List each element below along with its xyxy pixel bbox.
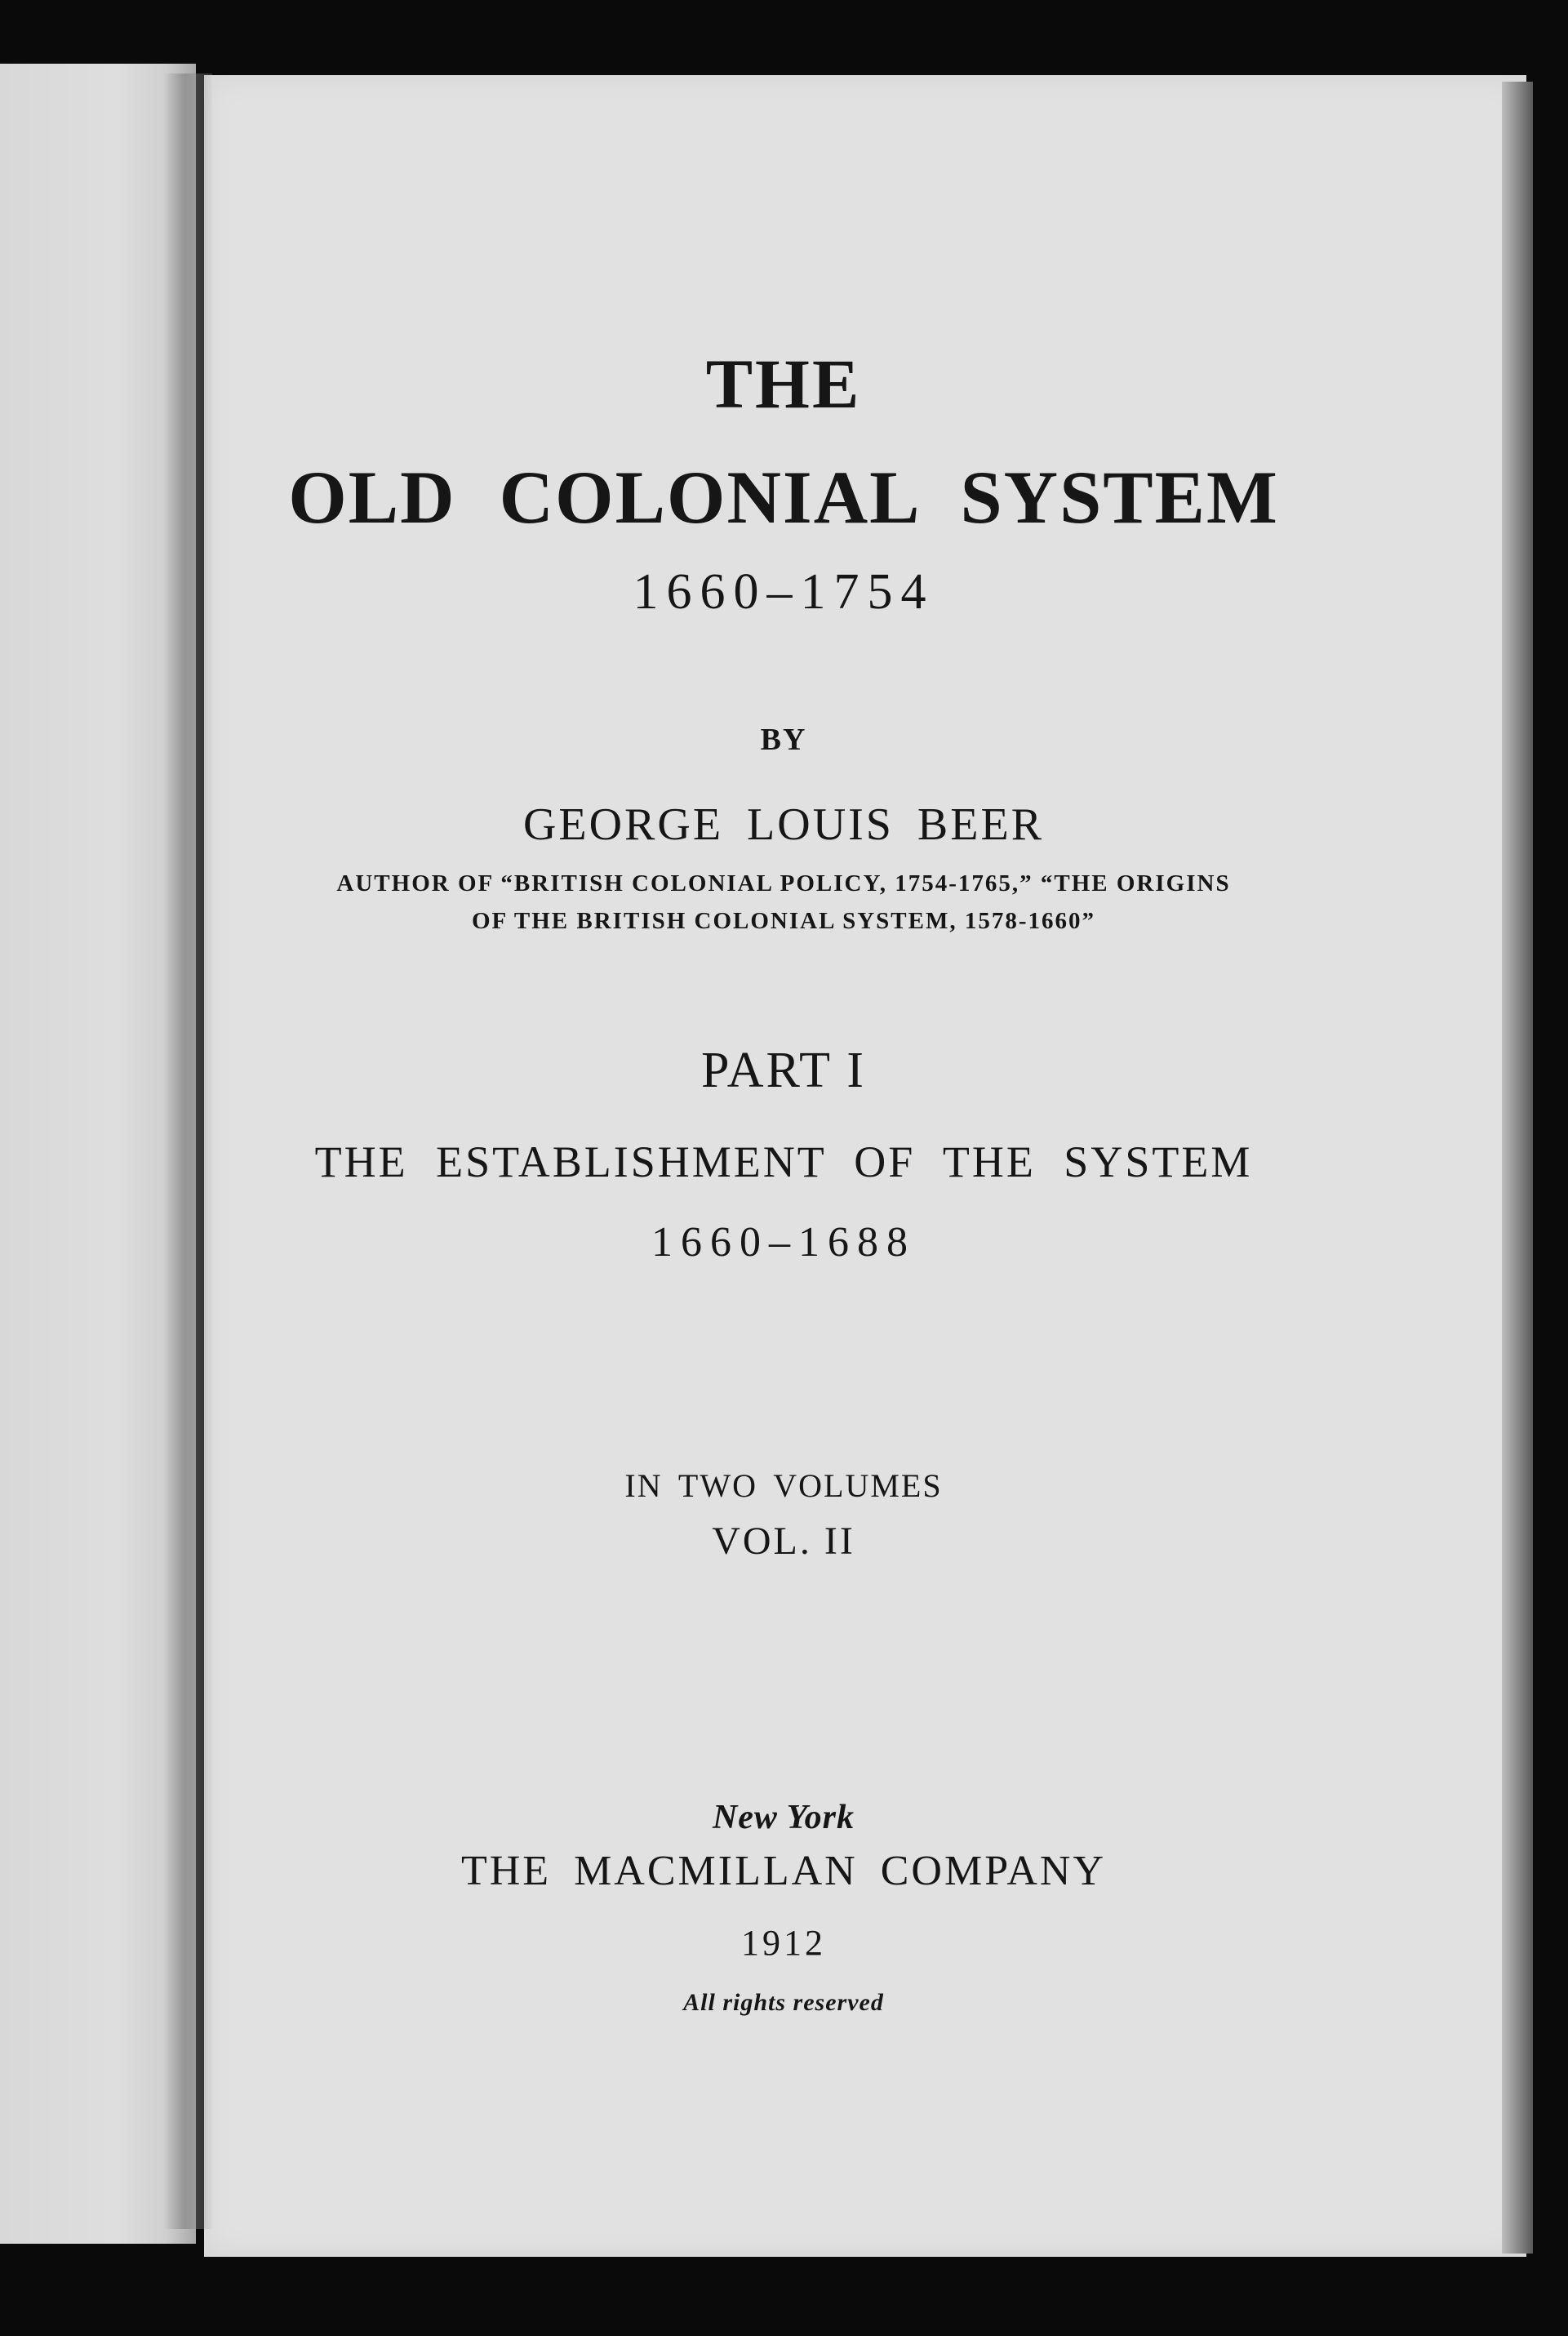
rights-notice: All rights reserved [683, 1989, 884, 2016]
author-works-line-1: AUTHOR OF “BRITISH COLONIAL POLICY, 1754-1765,” “THE ORIGINS [336, 870, 1231, 897]
author-name: GEORGE LOUIS BEER [522, 799, 1045, 850]
part-dates: 1660–1688 [651, 1219, 916, 1266]
publication-year: 1912 [741, 1923, 826, 1963]
page-edge [1502, 82, 1533, 2254]
volume-number: VOL. II [712, 1520, 855, 1563]
by-line: BY [760, 723, 807, 757]
volumes-note: IN TWO VOLUMES [624, 1467, 943, 1504]
publication-place: New York [712, 1799, 855, 1836]
author-works-line-2: OF THE BRITISH COLONIAL SYSTEM, 1578-1660” [471, 908, 1096, 934]
title-dates: 1660–1754 [633, 564, 935, 620]
main-title: OLD COLONIAL SYSTEM [288, 456, 1279, 539]
part-heading: PART I [700, 1043, 867, 1098]
part-title: THE ESTABLISHMENT OF THE SYSTEM [314, 1137, 1253, 1186]
title-article: THE [705, 345, 862, 423]
publisher-name: THE MACMILLAN COMPANY [460, 1848, 1106, 1894]
